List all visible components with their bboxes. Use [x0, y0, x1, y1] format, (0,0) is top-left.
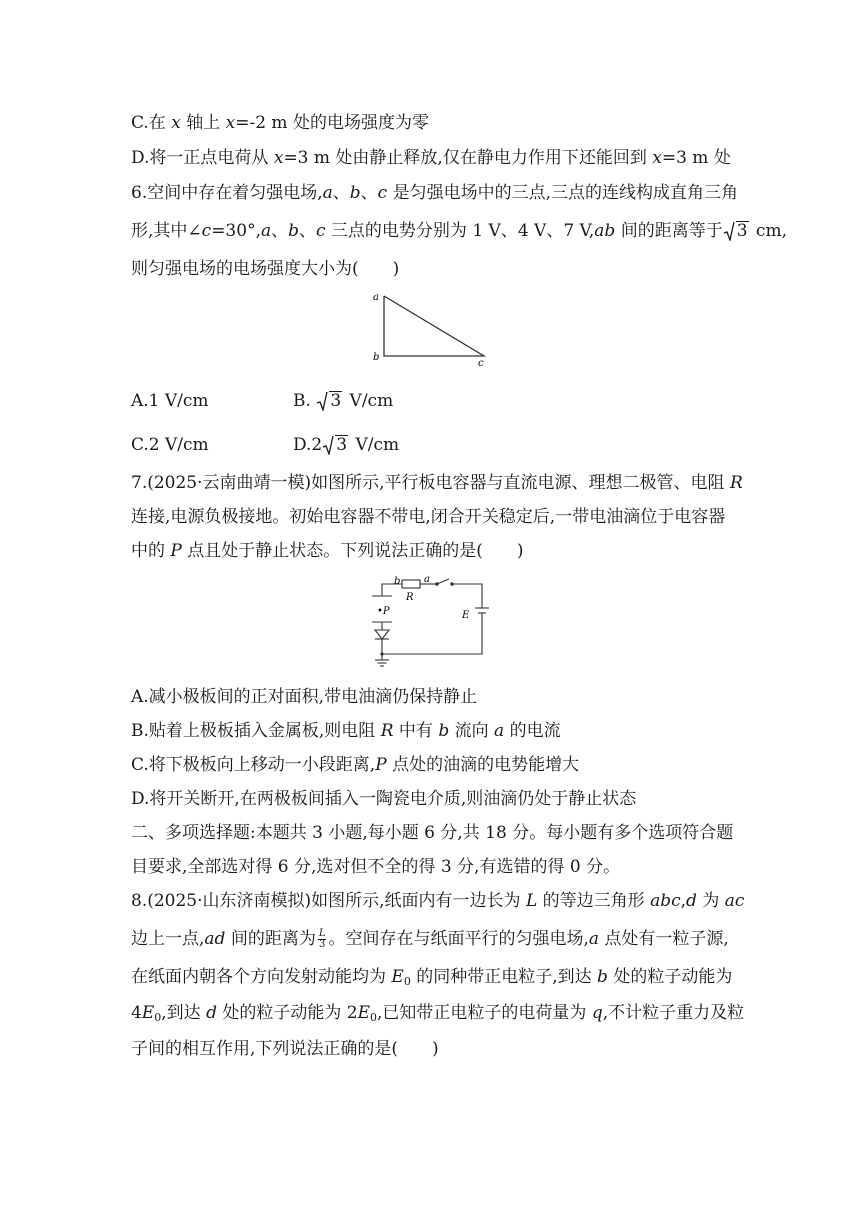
text: D.将一正点电荷从	[131, 148, 274, 168]
text: V/cm	[350, 435, 400, 455]
text: 在纸面内朝各个方向发射动能均为	[131, 967, 392, 987]
q6-option-c[interactable]: C.2 V/cm	[131, 435, 209, 455]
text: 7.(2025·云南曲靖一模)如图所示,平行板电容器与直流电源、理想二极管、电阻	[131, 473, 730, 493]
var-x: x	[652, 148, 662, 168]
q6-stem-line2	[131, 220, 787, 242]
text: 为	[696, 891, 725, 911]
text: 中的	[131, 541, 171, 561]
text: 的同种带正电粒子,到达	[410, 967, 598, 987]
var-a: a	[588, 929, 600, 949]
text: 、	[360, 183, 378, 203]
radicand: 3	[736, 221, 748, 241]
text: 是匀强电场中的三点,三点的连线构成直角三角	[387, 183, 738, 203]
radical-sign-icon	[316, 391, 328, 411]
switch	[437, 579, 449, 584]
q5-option-d	[131, 147, 731, 169]
radicand: 3	[336, 435, 348, 455]
q7-option-b[interactable]	[131, 720, 561, 742]
text: 处的粒子动能为	[607, 967, 733, 987]
var-E: E	[391, 967, 404, 987]
text: 的电流	[504, 721, 561, 741]
var-b: b	[438, 721, 450, 741]
section2-heading-line2: 目要求,全部选对得 6 分,选对但不全的得 3 分,有选错的得 0 分。	[131, 857, 621, 877]
text: C.在	[131, 113, 172, 133]
vertex-label-b: b	[373, 352, 380, 363]
text: V/cm	[344, 391, 394, 411]
vertex-label-a: a	[373, 292, 379, 303]
var-c: c	[201, 221, 212, 241]
text: ,不计粒子重力及粒	[602, 1003, 745, 1023]
var-a: a	[494, 721, 505, 741]
text: 三点的电势分别为 1 V、4 V、7 V,	[325, 221, 595, 241]
var-b: b	[349, 183, 361, 203]
text: 间的距离等于	[615, 221, 723, 241]
q5-option-c	[131, 112, 429, 134]
var-b: b	[288, 221, 299, 241]
section2-heading-line1: 二、多项选择题:本题共 3 小题,每小题 6 分,共 18 分。每小题有多个选项符合题	[131, 823, 734, 843]
var-x: x	[225, 113, 236, 133]
text: =-2 m 处的电场强度为零	[235, 113, 429, 133]
text: ,已知带正电粒子的电荷量为	[377, 1003, 592, 1023]
fraction-numerator: L	[318, 928, 326, 939]
var-q: q	[591, 1003, 603, 1023]
q7-option-a[interactable]: A.减小极板间的正对面积,带电油滴仍保持静止	[131, 687, 478, 707]
radicand: 3	[330, 391, 342, 411]
var-d: d	[206, 1003, 217, 1023]
q6-option-d[interactable]	[293, 434, 399, 456]
text: 点处有一粒子源,	[599, 929, 729, 949]
text: B.贴着上极板插入金属板,则电阻	[131, 721, 381, 741]
q8-stem-line4	[131, 1002, 744, 1029]
fraction-L-over-3	[318, 929, 327, 950]
var-x: x	[273, 148, 284, 168]
text: =30°,	[211, 221, 261, 241]
text: 间的距离为	[225, 929, 316, 949]
var-a: a	[260, 221, 272, 241]
var-ac: ac	[724, 891, 745, 911]
q6-stem-line1	[131, 182, 738, 204]
text: 、	[271, 221, 289, 241]
var-ab: ab	[594, 221, 616, 241]
var-d: d	[686, 891, 697, 911]
text: 流向	[449, 721, 495, 741]
text: 点且处于静止状态。下列说法正确的是( )	[181, 541, 524, 561]
subscript: 0	[154, 1011, 162, 1024]
q7-option-d[interactable]: D.将开关断开,在两极板间插入一陶瓷电介质,则油滴仍处于静止状态	[131, 789, 637, 809]
q6-option-b[interactable]	[293, 390, 393, 412]
sqrt-symbol	[322, 434, 348, 456]
text: cm,	[750, 221, 787, 241]
radical-sign-icon	[723, 221, 735, 241]
text: 、	[332, 183, 350, 203]
var-E: E	[141, 1003, 155, 1023]
text: 处的粒子动能为 2	[216, 1003, 358, 1023]
text: B.	[293, 391, 317, 411]
q6-option-a[interactable]: A.1 V/cm	[131, 391, 209, 411]
q7-stem-line3	[131, 540, 524, 562]
q8-stem-line1	[131, 890, 744, 912]
text: =3 m 处	[661, 148, 731, 168]
text: 8.(2025·山东济南模拟)如图所示,纸面内有一边长为	[131, 891, 526, 911]
text: D.2	[293, 435, 323, 455]
sqrt-symbol	[316, 390, 342, 412]
var-R: R	[729, 473, 743, 493]
var-a: a	[322, 183, 333, 203]
q7-stem-line1	[131, 472, 743, 494]
var-abc: abc	[650, 891, 681, 911]
q7-stem-line2: 连接,电源负极接地。初始电容器不带电,闭合开关稳定后,一带电油滴位于电容器	[131, 507, 726, 527]
q7-circuit-figure	[360, 572, 500, 672]
text: 边上一点,	[131, 929, 205, 949]
text: 轴上	[180, 113, 226, 133]
circuit-label-b: b	[394, 576, 401, 587]
text: 的等边三角形	[537, 891, 651, 911]
circuit-label-a: a	[424, 574, 430, 585]
text: ,	[680, 891, 687, 911]
circuit-label-P: •P	[377, 606, 390, 617]
q8-stem-line2	[131, 928, 729, 950]
var-c: c	[377, 183, 388, 203]
var-ad: ad	[204, 929, 226, 949]
text: 4	[131, 1003, 142, 1023]
q7-option-c[interactable]	[131, 754, 579, 776]
q6-stem-line3: 则匀强电场的电场强度大小为( )	[131, 259, 400, 279]
var-c: c	[316, 221, 326, 241]
sqrt-symbol	[723, 220, 749, 242]
var-b: b	[597, 967, 608, 987]
q8-stem-line3	[131, 966, 732, 993]
text: 点处的油滴的电势能增大	[386, 755, 580, 775]
q6-triangle-figure	[370, 288, 490, 368]
subscript: 0	[403, 975, 411, 988]
text: 中有	[393, 721, 439, 741]
text: 、	[299, 221, 316, 241]
text: 。空间存在与纸面平行的匀强电场,	[328, 929, 589, 949]
text: ,到达	[161, 1003, 207, 1023]
var-L: L	[525, 891, 538, 911]
radical-sign-icon	[322, 435, 334, 455]
fraction-denominator: 3	[318, 939, 326, 950]
subscript: 0	[370, 1011, 377, 1024]
var-P: P	[170, 541, 182, 561]
resistor-R	[402, 580, 420, 588]
q8-stem-line5: 子间的相互作用,下列说法正确的是( )	[131, 1039, 439, 1059]
var-P: P	[375, 755, 387, 775]
var-x: x	[171, 113, 181, 133]
var-E: E	[357, 1003, 370, 1023]
var-R: R	[380, 721, 394, 741]
vertex-label-c: c	[478, 358, 484, 368]
text: 形,其中∠	[131, 221, 202, 241]
circuit-label-R: R	[406, 592, 414, 603]
circuit-label-E: E	[462, 610, 470, 621]
text: C.将下极板向上移动一小段距离,	[131, 755, 376, 775]
text: 6.空间中存在着匀强电场,	[131, 183, 323, 203]
text: =3 m 处由静止释放,仅在静电力作用下还能回到	[283, 148, 653, 168]
